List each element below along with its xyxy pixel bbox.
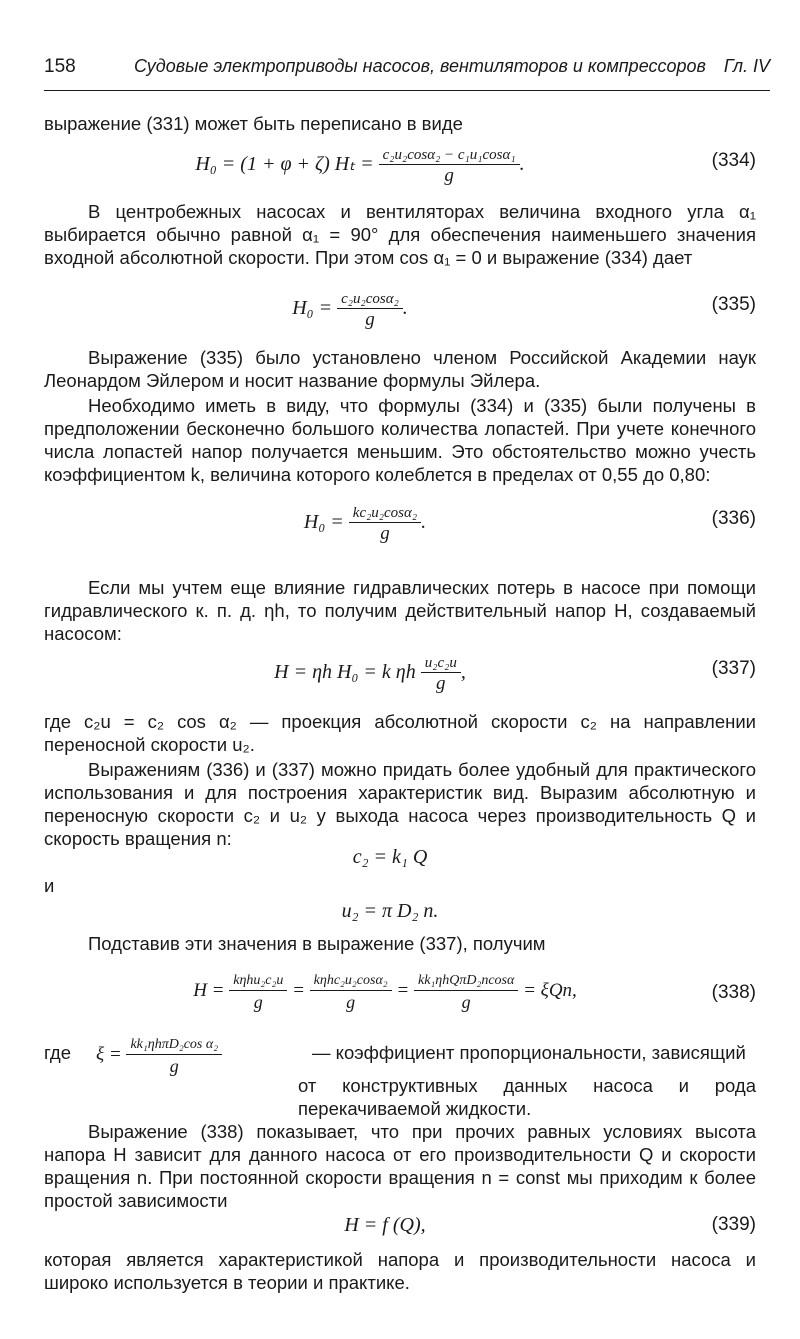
eq334-fraction bbox=[379, 146, 520, 185]
header-rule bbox=[44, 90, 770, 91]
eq338-numerator-1: kηhu₂c₂u bbox=[229, 972, 287, 991]
eq336-denominator: g bbox=[380, 523, 390, 544]
xi-description: — коэффициент пропорциональности, зависящий bbox=[312, 1042, 746, 1063]
eq339-label: (339) bbox=[711, 1214, 756, 1235]
eq336-numerator: kc₂u₂cosα₂ bbox=[349, 504, 421, 523]
xi-definition bbox=[44, 1034, 756, 1078]
running-title: Судовые электроприводы насосов, вентиляторов и компрессоров bbox=[134, 56, 706, 76]
eq334-numerator: c₂u₂cosα₂ − c₁u₁cosα₁ bbox=[379, 146, 520, 165]
xi-denominator: g bbox=[169, 1056, 179, 1076]
equation-335 bbox=[44, 290, 756, 330]
eq338-denominator-1: g bbox=[253, 992, 263, 1012]
running-header bbox=[44, 56, 770, 86]
eq336-fraction bbox=[349, 504, 421, 543]
paragraph-and: и bbox=[44, 875, 55, 896]
eq335-lhs: H₀ = bbox=[292, 297, 333, 320]
eq334-lhs: H₀ = (1 + φ + ζ) Hₜ = bbox=[195, 153, 374, 176]
eq335-tail: . bbox=[402, 297, 408, 320]
paragraph-angle: В центробежных насосах и вентиляторах величина входного угла α₁ выбирается обычно равной α₁ = 90° для обеспечения наименьшего значения входной абсолютной скорости. При этом cos α₁ = 0 и выражение (334) дает bbox=[44, 201, 756, 268]
paragraph-express: Выражениям (336) и (337) можно придать более удобный для практического использования и для построения характеристик вид. Выразим абсолютную и переносную скорости c₂ и u₂ у выхода насоса через производительность Q и скорость вращения n: bbox=[44, 759, 756, 849]
eq337-denominator: g bbox=[436, 673, 446, 694]
paragraph-losses: Если мы учтем еще влияние гидравлических потерь в насосе при помощи гидравлического к. п. д. ηh, то получим действительный напор H, создаваемый насосом: bbox=[44, 577, 756, 644]
xi-formula bbox=[96, 1036, 222, 1075]
eq336-label: (336) bbox=[711, 508, 756, 529]
eq339-text: H = f (Q), bbox=[344, 1214, 426, 1236]
eq337-label: (337) bbox=[711, 658, 756, 679]
equation-338: H = kηhu₂c₂u g = kηhc₂u₂cosα₂ g = kk₁ηhQπD₂ncosα g = ξQn, (338) bbox=[193, 973, 756, 1012]
eq335-fraction bbox=[337, 290, 403, 329]
eq337-fraction bbox=[421, 654, 461, 693]
paragraph-conclusion: Выражение (338) показывает, что при прочих равных условиях высота напора H зависит для данного насоса от его производительности Q и скорости вращения n. При постоянной скорости вращения n = const мы приходим к более простой зависимости bbox=[44, 1121, 756, 1211]
equation-337 bbox=[44, 654, 756, 694]
eq337-tail: , bbox=[460, 661, 466, 684]
eq338-lhs: H = bbox=[193, 979, 225, 1001]
eq338-fraction-1 bbox=[229, 972, 287, 1011]
eq338-fraction-2 bbox=[310, 972, 392, 1011]
eq335-denominator: g bbox=[365, 309, 375, 330]
eq338-denominator-2: g bbox=[346, 992, 356, 1012]
paragraph-substitute: Подставив эти значения в выражение (337), получим bbox=[88, 933, 546, 954]
eq338-denominator-3: g bbox=[461, 992, 471, 1012]
eq338-numerator-2: kηhc₂u₂cosα₂ bbox=[310, 972, 392, 991]
eq337-numerator: u₂c₂u bbox=[421, 654, 461, 673]
eq336-tail: . bbox=[421, 511, 427, 534]
eq338-numerator-3: kk₁ηhQπD₂ncosα bbox=[414, 972, 518, 991]
chapter-label: Гл. IV bbox=[723, 56, 770, 76]
equation-u2 bbox=[44, 896, 756, 936]
eq334-denominator: g bbox=[444, 165, 454, 186]
eq334-tail: . bbox=[519, 153, 525, 176]
paragraph-xi-continued: от конструктивных данных насоса и рода перекачиваемой жидкости. bbox=[298, 1075, 756, 1119]
paragraph-intro: выражение (331) может быть переписано в виде bbox=[44, 113, 463, 134]
paragraph-euler: Выражение (335) было установлено членом Российской Академии наук Леонардом Эйлером и носит название формулы Эйлера. bbox=[44, 347, 756, 391]
xi-where: где bbox=[44, 1042, 72, 1063]
xi-fraction bbox=[126, 1036, 222, 1075]
eq337-lhs: H = ηh H₀ = k ηh bbox=[274, 661, 416, 684]
eq-c2-text: c₂ = k₁ Q bbox=[352, 846, 428, 868]
eq335-label: (335) bbox=[711, 294, 756, 315]
eq335-numerator: c₂u₂cosα₂ bbox=[337, 290, 403, 309]
xi-numerator: kk₁ηhπD₂cos α₂ bbox=[126, 1036, 222, 1055]
eq338-fraction-3 bbox=[414, 972, 518, 1011]
eq338-label: (338) bbox=[711, 982, 756, 1003]
xi-lhs: ξ = bbox=[96, 1043, 122, 1065]
eq334-label: (334) bbox=[711, 150, 756, 171]
paragraph-projection: где c₂u = c₂ cos α₂ — проекция абсолютной скорости c₂ на направлении переносной скорости u₂. bbox=[44, 711, 756, 755]
equation-336 bbox=[44, 504, 756, 544]
equation-339 bbox=[44, 1210, 756, 1250]
eq-u2-text: u₂ = π D₂ n. bbox=[341, 900, 439, 922]
eq336-lhs: H₀ = bbox=[303, 511, 344, 534]
equation-334 bbox=[44, 146, 756, 186]
paragraph-blades: Необходимо иметь в виду, что формулы (334) и (335) были получены в предположении бесконечно большого количества лопастей. При учете конечного числа лопастей напор получается меньшим. Это обстоятельство можно учесть коэффициентом k, величина которого колеблется в пределах от 0,55 до 0,80: bbox=[44, 395, 756, 485]
paragraph-final: которая является характеристикой напора и производительности насоса и широко используется в теории и практике. bbox=[44, 1249, 756, 1293]
eq338-tail: = ξQn, bbox=[523, 979, 577, 1001]
page-number: 158 bbox=[44, 56, 76, 77]
